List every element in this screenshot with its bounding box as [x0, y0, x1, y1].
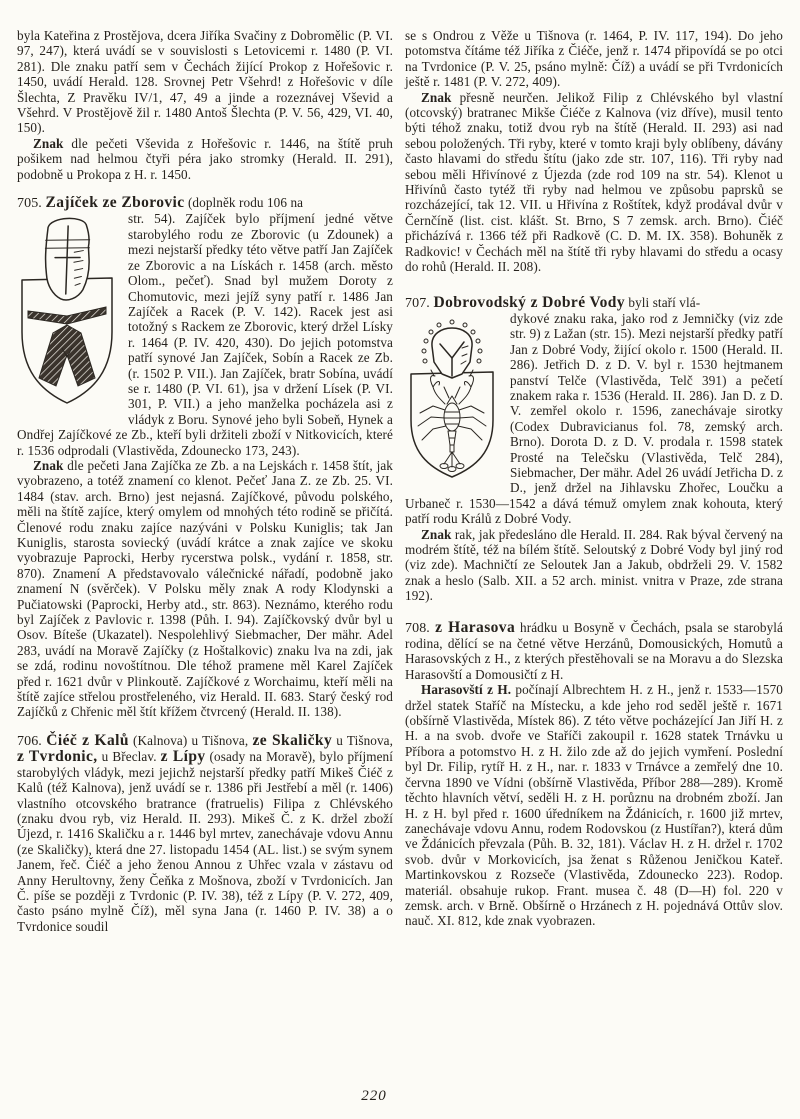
entry-706-name-skalicka: ze Skaličky [252, 731, 333, 749]
zajicek-arms-illustration [17, 214, 117, 414]
harasovsti-lead: Harasovští z H. [421, 682, 512, 698]
page-number: 220 [361, 1088, 387, 1104]
znak-lead-word: Znak [421, 89, 452, 105]
entry-706 [17, 733, 393, 934]
entry-707 [405, 295, 783, 604]
entry-708-number: 708. [405, 620, 436, 636]
entry-705-name: Zajíček ze Zborovic [45, 194, 185, 212]
entry-705 [17, 195, 393, 720]
entry-707-heading-tail: byli staří vlá- [624, 294, 701, 310]
znak-paragraph-cicec [405, 90, 783, 275]
entry-706-text: u Břeclav. [97, 749, 161, 765]
znak-text: přesně neurčen. Jelikož Filip z Chlévského byl vlastní (otcovský) bratranec Mikše Čiéče z Kalnova (viz dříve), musil tento býti téhož znaku, totiž dvou ryb na štítě (Herald. II. 293) asi nad sebou položených. Tři ryby, které v tomto kraji byly oblíbeny, dávány často hlavami do středu štítu (jako zde str. 107, 116). Tři ryby nad sebou měli Hřivínové z Újezda (zde rod 109 na str. 54). Klenot u Hřivínů často tytéž tři ryby nad helmou ve způsobu paprsků se rozcházející, tak 12. VII. u Hřivína z Roštítek, když prodával dvůr v Černčíně (list. cist. klášt. St. Brno, S 7 zemsk. arch. Brno). Čiéč přicházívá r. 1366 též při Radkově (C. D. M. IX. 358). Bohuněk z Radkovic! v Čechách měl na štítě tři ryby hlavami do středu a ocasy do rohů (Herald. II. 208). [405, 89, 783, 275]
znak-lead-word: Znak [33, 135, 64, 151]
entry-706-text: (Kalnova) u Tišnova, [128, 732, 253, 748]
entry-708-name: z Harasova [435, 618, 516, 636]
entry-706-name-cicec: Čiéč z Kalů [46, 731, 129, 749]
znak-lead-word: Znak [33, 457, 64, 473]
left-column [17, 28, 393, 934]
entry-705-heading-tail: (doplněk rodu 106 na [184, 195, 304, 211]
helmet-shape [422, 320, 482, 378]
znak-text: rak, jak předesláno dle Herald. II. 284. Rak býval červený na modrém štítě, též na bílém štítě. Seloutský z Dobré Vody byl jiný rod (viz zde). Machničtí ze Seloutek Jan a Jakub, obdrželi 29. V. 1582 znak a heslo (Salb. XII. a 52 arch. minist. vnitra v Praze, zde strana 192). [405, 526, 783, 604]
entry-707-heading [405, 295, 783, 311]
harasovsti-text: počínají Albrechtem H. z H., jenž r. 1533—1570 držel statek Staříč na Místecku, a kde jeho rod seděl ještě r. 1671 (obšírně Vlastivěda, Místek 86). Z této větve pocházející Jan Jiří H. z H. a na svob. dvoře ve Staříči zakoupil r. 1628 statek Trnávku u Příbora a potomstvo H. z H. žilo zde až do jejich vymření. Poslední byl Dr. Filip, rytíř H. z H., nar. r. 1833 v Trnávce a zemřelý dne 10. června 1890 ve Vídni (obšírně Vlastivěda, Příbor 288—289). Kromě těchto hlavních větví, seděli H. z H. porůznu na drobném zboží. Jan H. z H. byl před r. 1600 úředníkem na Ždánicích, r. 1600 již mrtev, zanechávaje vdovu Annu, rodem Rodovskou (z Hustířan?), která dům ve Ždánicích převzala (Půh. B. 32, 181). Václav H. z H. držel r. 1702 svob. dvůr v Morkovicích, jsa ženat s Růženou Jeničkou Kateř. Martinkovskou z Rozseče (Vlastivěda, Zdounecko 223). Rodop. materiál. obsahuje rukop. Frant. musea č. 48 (D—H) fol. 220 v zemsk. arch. v Brně. Obšírně o Hrzánech z H. pojednává Ottův slov. nauč. XI. 812, kde znak vyobrazen. [405, 682, 783, 929]
harasovsti-paragraph [405, 682, 783, 929]
entry-708 [405, 620, 783, 929]
znak-lead-word: Znak [421, 526, 452, 542]
znak-paragraph-vsevid [17, 136, 393, 182]
entry-705-heading [17, 195, 393, 211]
entry-705-body [17, 211, 393, 458]
entry-706-text: u Tišnova, [332, 732, 393, 748]
entry-705-body-text: str. 54). Zajíček bylo příjmení jedné větve starobylého rodu ze Zborovic (u Zdounek) a mezi nejstarší předky této větve patří Jan Zajíček ze Zborovic a na Lískách r. 1458 (arch. město Olom., pečeť). Snad byl mužem Doroty z Chomutovic, mezi jejíž syny patří r. 1486 Jan Zajíček a Racek (P. V. 142). Racek jest asi totožný s Rackem ze Zborovic, který držel Lísky r. 1464 (P. IV. 420, 430). Do jejich potomstva patří synové Jan Zajíček, Sobín a Racek ze Zb. (r. 1502 P. VII.). Jan Zajíček, bratr Sobína, uvádí se r. 1480 (P. VI. 61), jsa v držení Lísek (P. VI. 301, P. VII.) a jeho manželka pocházela asi z vládyk z Boru. Synové jeho byli Sobeň, Hynek a Ondřej Zajíčkové ze Zb., kteří byli držiteli zboží v Nitkovicích, které r. 1536 odprodali (Vlastivěda, Zdounecko 173, 243). [17, 211, 393, 458]
znak-text: dle pečeti Vševida z Hořešovic r. 1446, na štítě pruh pošikem nad helmou čtyři péra jako stromky (Herald. II. 291), podobně u Prokopa z H. r. 1450. [17, 135, 393, 182]
right-column [405, 28, 783, 934]
entry-706-number: 706. [17, 733, 47, 749]
crayfish-arms-illustration [405, 314, 499, 484]
entry-707-body [405, 311, 783, 527]
entry-707-number: 707. [405, 295, 434, 311]
text-columns [17, 28, 783, 934]
continuation-paragraph: se s Ondrou z Věže u Tišnova (r. 1464, P. IV. 117, 194). Do jeho potomstva čítáme též Jiříka z Čiéče, jenž r. 1474 připovídá se po otci na Tvrdonice (P. V. 25, psáno mylně: Číž) a uvádí se při Tvrdonicích ještě r. 1481 (P. V. 272, 409). [405, 28, 783, 90]
entry-706-name-tvrdonice: z Tvrdonic, [17, 748, 98, 766]
helmet-shape [44, 218, 91, 301]
entry-707-name: Dobrovodský z Dobré Vody [433, 293, 625, 311]
entry-708-heading-paragraph [405, 620, 783, 683]
entry-708-heading-tail: hrádku u Bosyně v Čechách, psala se starobylá rodina, dělící se na četné větve Herzánů, Domousických, Homutů a Harasovských z H., z kterých přestěhovali se na Moravu a do Slezska Harasovští a Domousičtí z H. [405, 619, 783, 682]
znak-text: dle pečeti Jana Zajíčka ze Zb. a na Lejskách r. 1458 štít, jak vyobrazeno, a totéž znamení co klenot. Pečeť Jana Z. ze Zb. 25. VI. 1484 (stav. arch. Brno) jest nejasná. Zajíčkové, původu polského, měli na štítě zajíce, který omylem od mnohých této rodině se přičítá. Členové rodu znaku zajíce nazýváni v Polsku Kuniglis; tak Jan Kuniglis, starosta soviecký (uvádí krátce a znak zajíce ve skoku vyobrazuje Paprocki, Herby rycerstwa polsk., vydání r. 1858, str. 870). Znamení A představovalo válečnické nářadí, podobně jako znamení N (svěrček). V Polsku měly znak A rody Klodynski a Pučiatowski (Paprocki, Herby atd., str. 863). Neznámo, kterého rodu byl Zajíček z Pavlovic r. 1398 (Půh. I. 94). Zajíčkovský dvůr byl u Osov. Bíteše (Ukazatel). Nespolehlivý Siebmacher, Der mähr. Adel 283, uvádí na Moravě Zajíčky (z Hoštalkovic) znaku lva na zdi, jak se zdá, rodinu novoštítnou. Dle téhož pramene měl Karel Zajíček před r. 1621 dvůr v Plinkoutě. Zajíčkové z Worchaimu, kteří měli na štítě zajíce střelou prostřeleného, viz Herald. II. 683. Starý český rod Zajíčků z Chřenic měl štít křížem čtvrcený (Herald. II. 138). [17, 457, 393, 720]
continuation-paragraph: byla Kateřina z Prostějova, dcera Jiříka Svačiny z Dobromělic (P. VI. 97, 247), která uvádí se v souvislosti s Letovicemi r. 1480 (P. VI. 281). Dle znaku patří sem v Čechách žijící Prokop z Hořešovic r. 1450, uvádí Herald. 128. Srovnej Petr Všehrd! z Hořešovic v díle Šlechta, Z Pravěku IV/1, 47, 49 a jinde a rozeznávej Vševid a Všehrd. V Prostějově žil r. 1480 Antoš Šlechta (P. V. 56, 429, VI. 40, 150). [17, 28, 393, 136]
entry-706-text: (osady na Moravě), bylo příjmení starobylých vládyk, mezi jejichž nejstarší předky patří Mikeš Čiéč z Kalů (též Kalnova), jenž uvádí se r. 1386 při Jestřebí a měl (r. 1406) vlastního otcovského bratrance (fratruelis) Filipa z Chlévského (znaku dvou ryb, viz Herald. II. 293). Mikeš Č. z K. držel zboží Újezd, r. 1416 Skaličku a r. 1446 byl mrtev, zanechávaje vdovu Annu (ze Skaličky), která dne 27. listopadu 1454 (AL. list.) se svým synem Janem, řeč. Čiéč a jeho ženou Annou z Uhřec vzala v zástavu od Anny Herultovny, ženy Čeňka z Mošnova, zboží v Tvrdonicích. Jan Č. píše se později z Tvrdonic (P. IV. 38), též z Lípy (P. V. 272, 409, často psáno mylně Číž), měl syna Jana (r. 1460 P. IV. 38) a o Tvrdonice soudil [17, 749, 393, 934]
entry-705-number: 705. [17, 196, 46, 212]
entry-707-body-text: dykové znaku raka, jako rod z Jemničky (viz zde str. 9) z Lažan (str. 15). Mezi nejstarší předky patří Jan z Dobré Vody, žijící okolo r. 1500 (Herald. II. 286). Jetřich D. z D. V. byl r. 1530 hejtmanem panství Telče (Vlastivěda, Telč 391) a pečetí znakem raka r. 1536 (Herald. II. 286). Jan D. z D. V. zemřel okolo r. 1596, zanechávaje sirotky (Codex Dubravicianus fol. 78, zemský arch. Brno). Dorota D. z D. V. prodala r. 1598 statek Prosté na Telečsku (Vlastivěda, Telč 284), Siebmacher, Der mähr. Adel 26 uvádí Jetřicha D. z D., jenž držel na Jihlavsku Zhořec, Loučku a Urbaneč r. 1530—1542 a dává témuž omylem znak kohouta, který patří rodu Králů z Dobré Vody. [405, 310, 783, 527]
entry-706-paragraph [17, 733, 393, 934]
znak-paragraph-707 [405, 527, 783, 604]
znak-paragraph-705 [17, 458, 393, 720]
entry-706-name-lipa: z Lípy [160, 748, 206, 766]
